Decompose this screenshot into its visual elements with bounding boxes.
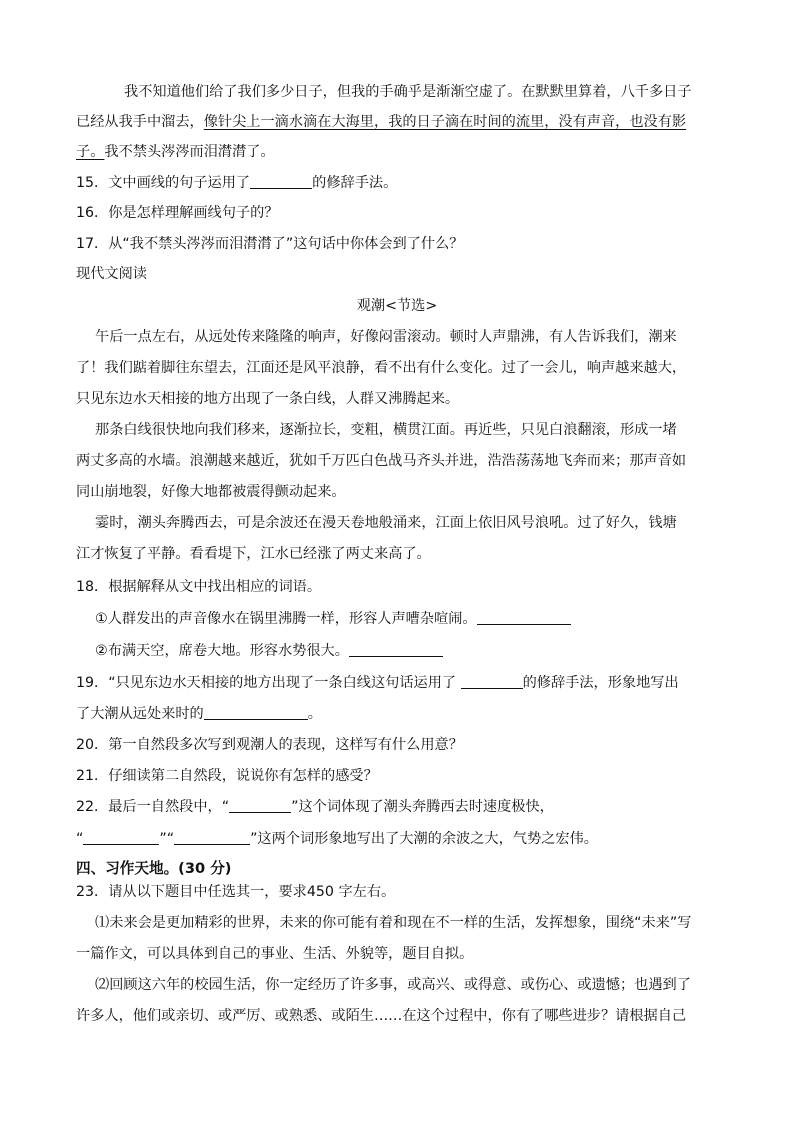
question-15: 15．文中画线的句子运用了 的修辞手法。 (76, 175, 398, 191)
question-21: 21．仔细读第二自然段，说说你有怎样的感受？ (76, 768, 378, 784)
passage-line: 午后一点左右，从远处传来隆隆的响声，好像闷雷滚动。顿时人声鼎沸，有人告诉我们，潮来 (95, 329, 677, 345)
section-heading: 现代文阅读 (76, 266, 147, 282)
passage1-line: 我不知道他们给了我们多少日子，但我的手确乎是渐渐空虚了。在默默里算着，八千多日子 (124, 84, 692, 100)
passage-line: 那条白线很快地向我们移来，逐渐拉长，变粗，横贯江面。再近些，只见白浪翻滚，形成一堵 (95, 422, 677, 438)
question-19: 19．“只见东边水天相接的地方出现了一条白线这句话运用了 的修辞手法，形象地写出 (76, 675, 679, 691)
answer-blank[interactable] (461, 674, 523, 689)
answer-blank[interactable] (349, 642, 443, 657)
prompt-option: ⑵回顾这六年的校园生活，你一定经历了许多事，或高兴、或得意、或伤心、或遗憾；也遇到了 (95, 977, 691, 993)
passage1-line: 子。我不禁头涔涔而泪潸潸了。 (76, 144, 275, 160)
underlined-sentence: 像针尖上一滴水滴在大海里，我的日子滴在时间的流里，没有声音，也没有影 (203, 114, 687, 130)
answer-blank[interactable] (204, 705, 308, 720)
passage-line: 了！我们踮着脚往东望去，江面还是风平浪静，看不出有什么变化。过了一会儿，响声越来越大， (76, 360, 687, 376)
passage-line: 江才恢复了平静。看看堤下，江水已经涨了两丈来高了。 (76, 546, 431, 562)
passage-title: 观潮<节选> (356, 298, 438, 314)
passage-line: 只见东边水天相接的地方出现了一条白线，人群又沸腾起来。 (76, 391, 460, 407)
passage-line: 两丈多高的水墙。浪潮越来越近，犹如千万匹白色战马齐头并进，浩浩荡荡地飞奔而来；那声音如 (76, 453, 687, 469)
question-18: 18．根据解释从文中找出相应的词语。 (76, 579, 322, 595)
question-20: 20．第一自然段多次写到观潮人的表现，这样写有什么用意？ (76, 737, 463, 753)
question-22: 22．最后一自然段中，“ ”这个词体现了潮头奔腾西去时速度极快， (76, 799, 554, 815)
question-18-item: ②布满天空，席卷大地。形容水势很大。 (95, 641, 735, 661)
question-17: 17．从“我不禁头涔涔而泪潸潸了”这句话中你体会到了什么？ (76, 236, 464, 252)
prompt-option: 许多人，他们或亲切、或严厉、或熟悉、或陌生……在这个过程中，你有了哪些进步？请根据自己 (76, 1008, 687, 1024)
answer-blank[interactable] (83, 830, 159, 845)
underlined-sentence: 子。 (76, 144, 105, 160)
passage-line: 同山崩地裂，好像大地都被震得颤动起来。 (76, 484, 346, 500)
prompt-option: 一篇作文，可以具体到自己的事业、生活、外貌等，题目自拟。 (76, 946, 474, 962)
question-16: 16．你是怎样理解画线句子的？ (76, 205, 279, 221)
section-heading: 四、习作天地。(30 分) (76, 860, 232, 877)
answer-blank[interactable] (174, 830, 250, 845)
question-19: 了大潮从远处来时的 。 (76, 706, 322, 722)
question-23: 23．请从以下题目中任选其一，要求450 字左右。 (76, 884, 396, 900)
question-22: “ ”“ ”这两个词形象地写出了大潮的余波之大，气势之宏伟。 (76, 831, 598, 847)
answer-blank[interactable] (229, 798, 291, 813)
passage1-line: 已经从我手中溜去，像针尖上一滴水滴在大海里，我的日子滴在时间的流里，没有声音，也没有影 (76, 114, 687, 130)
answer-blank[interactable] (250, 174, 312, 189)
answer-blank[interactable] (477, 610, 571, 625)
prompt-option: ⑴未来会是更加精彩的世界，未来的你可能有着和现在不一样的生活，发挥想象，围绕“未来”写 (95, 915, 692, 931)
passage-line: 霎时，潮头奔腾西去，可是余波还在漫天卷地般涌来，江面上依旧风号浪吼。过了好久，钱塘 (95, 515, 677, 531)
question-18-item: ①人群发出的声音像水在锅里沸腾一样，形容人声嘈杂喧闹。 (95, 609, 735, 629)
